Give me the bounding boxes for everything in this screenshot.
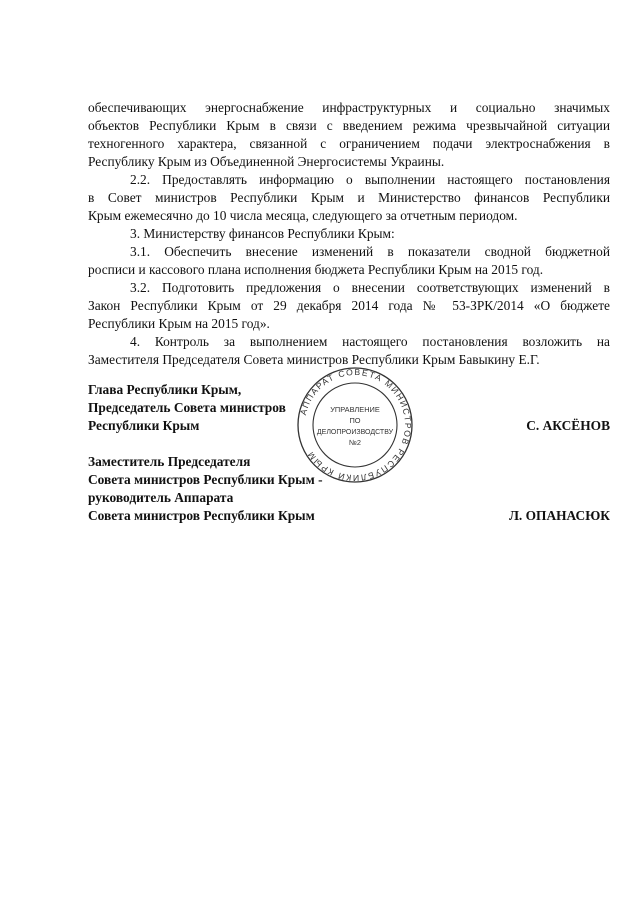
paragraph-3-2-line-2: Закон Республики Крым от 29 декабря 2014 года № 53-ЗРК/2014 «О бюджете: [88, 298, 610, 313]
deputy-name: Л. ОПАНАСЮК: [508, 508, 610, 523]
paragraph-4-line-2: Заместителя Председателя Совета министров Республики Крым Бавыкину Е.Г.: [88, 352, 540, 367]
paragraph-4-line-1: 4. Контроль за выполнением настоящего постановления возложить на: [130, 334, 610, 349]
paragraph-3-2-line-1: 3.2. Подготовить предложения о внесении соответствующих изменений в: [130, 280, 610, 295]
stamp-inner-line-1: УПРАВЛЕНИЕ: [330, 405, 380, 414]
stamp-outer-text: АППАРАТ СОВЕТА МИНИСТРОВ РЕСПУБЛИКИ КРЫМ: [298, 366, 414, 484]
head-title-line-3: Республики Крым: [88, 418, 200, 433]
official-stamp: [296, 366, 414, 484]
paragraph-2-2-line-2: в Совет министров Республики Крым и Министерство финансов Республики: [88, 190, 610, 205]
body-line-1: обеспечивающих энергоснабжение инфраструктурных и социально значимых: [88, 100, 610, 115]
paragraph-2-2-line-1: 2.2. Предоставлять информацию о выполнении настоящего постановления: [130, 172, 610, 187]
body-line-3: техногенного характера, связанной с ограничением подачи электроснабжения в: [88, 136, 610, 151]
paragraph-3-line: 3. Министерству финансов Республики Крым:: [130, 226, 395, 241]
stamp-inner-line-3: ДЕЛОПРОИЗВОДСТВУ: [316, 429, 394, 436]
paragraph-2-2-line-3: Крым ежемесячно до 10 числа месяца, следующего за отчетным периодом.: [88, 208, 518, 223]
head-title-line-2: Председатель Совета министров: [88, 400, 286, 415]
paragraph-3-1-line-1: 3.1. Обеспечить внесение изменений в показатели сводной бюджетной: [130, 244, 610, 259]
stamp-inner-line-4: №2: [348, 438, 362, 447]
deputy-title-line-3: руководитель Аппарата: [88, 490, 234, 505]
body-line-4: Республику Крым из Объединенной Энергосистемы Украины.: [88, 154, 445, 169]
body-line-2: объектов Республики Крым в связи с введением режима чрезвычайной ситуации: [88, 118, 610, 133]
paragraph-3-2-line-3: Республики Крым на 2015 год».: [88, 316, 270, 331]
deputy-title-line-2: Совета министров Республики Крым -: [88, 472, 323, 487]
deputy-title-line-1: Заместитель Председателя: [88, 454, 251, 469]
paragraph-3-1-line-2: росписи и кассового плана исполнения бюджета Республики Крым на 2015 год.: [88, 262, 544, 277]
head-title-line-1: Глава Республики Крым,: [88, 382, 242, 397]
head-name: С. АКСЁНОВ: [526, 418, 610, 433]
stamp-inner-line-2: ПО: [349, 416, 361, 425]
deputy-title-line-4: Совета министров Республики Крым: [88, 508, 315, 523]
